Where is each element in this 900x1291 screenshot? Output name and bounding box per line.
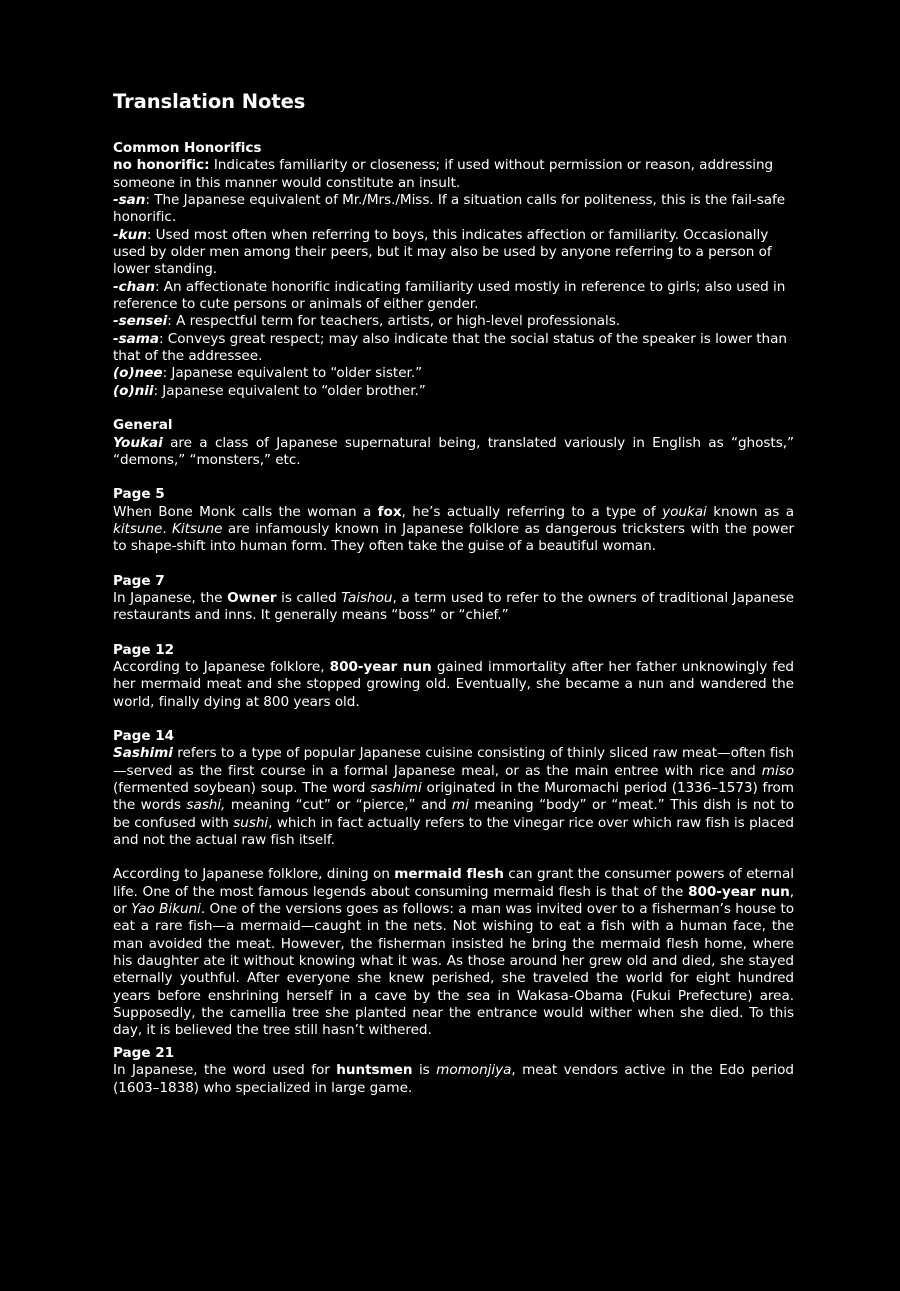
section-page-7 <box>113 573 794 625</box>
text: . <box>162 520 173 537</box>
term: youkai <box>662 503 707 520</box>
text: is <box>412 1062 437 1079</box>
honorific-term: (o)nee <box>113 365 163 382</box>
term: momonjiya <box>436 1062 512 1079</box>
term: Kitsune <box>172 520 223 537</box>
text: is called <box>276 589 342 606</box>
term: Owner <box>227 589 277 606</box>
term: Yao Bikuni <box>131 901 201 918</box>
text: When Bone Monk calls the woman a <box>113 503 378 520</box>
section-heading: Page 14 <box>113 727 175 744</box>
text: , he’s actually referring to a type of <box>401 503 663 520</box>
honorific-definition: : The Japanese equivalent of Mr./Mrs./Miss. If a situation calls for politeness, this is the fail-safe honorific. <box>113 192 786 226</box>
text: refers to a type of popular Japanese cuisine consisting of thinly sliced raw meat—often fish—served as the first course in a formal Japanese meal, or as the main entree with rice and <box>113 745 794 779</box>
honorific-entry <box>113 313 794 330</box>
text: . One of the versions goes as follows: a man was invited over to a fisherman’s house to eat a rare fish—a mermaid—caught in the nets. Not wishing to eat a fish with a human face, the man avoided the meat. However, the fisherman insisted he bring the mermaid flesh home, where his daughter ate it without knowing what it was. As those around her grew old and died, she stayed eternally youthful. After everyone she knew perished, she traveled the world for eight hundred years before enshrining herself in a cave by the sea in Wakasa-Obama (Fukui Prefecture) area. Supposedly, the camellia tree she planted near the entrance would wither when she died. To this day, it is believed the tree still hasn’t withered. <box>113 901 794 1039</box>
section-heading: Common Honorifics <box>113 140 262 156</box>
text: , or <box>113 883 794 918</box>
honorific-term: -chan <box>113 278 155 295</box>
honorific-entry <box>113 365 794 382</box>
text: According to Japanese folklore, <box>113 658 330 675</box>
section-heading: General <box>113 417 173 434</box>
text: , which in fact actually refers to the vinegar rice over which raw fish is placed and not the actual raw fish itself. <box>113 814 795 849</box>
text: According to Japanese folklore, dining on <box>113 866 395 883</box>
text: , a term used to refer to the owners of traditional Japanese restaurants and inns. It generally means “boss” or “chief.” <box>113 589 794 624</box>
honorific-term: -sama <box>113 330 159 347</box>
honorific-definition: : An affectionate honorific indicating familiarity used mostly in reference to girls; also used in reference to cute persons or animals of either gender. <box>113 278 786 313</box>
honorific-entry <box>113 227 794 279</box>
text: gained immortality after her father unknowingly fed her mermaid meat and she stopped growing old. Eventually, she became a nun and wandered the world, finally dying at 800 years old. <box>113 658 795 710</box>
page-title: Translation Notes <box>113 90 306 113</box>
honorific-definition: : A respectful term for teachers, artists, or high-level professionals. <box>167 313 621 330</box>
term: mi <box>451 797 469 814</box>
section-heading: Page 7 <box>113 572 165 589</box>
term: Sashimi <box>113 745 173 762</box>
text: meaning “cut” or “pierce,” and <box>225 797 452 814</box>
paragraph <box>113 1062 794 1097</box>
honorific-term: -san <box>113 192 146 209</box>
spacer <box>113 556 794 573</box>
text: can grant the consumer powers of eternal life. One of the most famous legends about consuming mermaid flesh is that of the <box>113 866 794 900</box>
term: kitsune <box>113 520 163 537</box>
paragraph <box>113 866 794 1039</box>
spacer <box>113 400 794 417</box>
term: sashi, <box>186 797 226 814</box>
spacer <box>113 849 794 866</box>
honorific-definition: : Japanese equivalent to “older brother.” <box>153 382 426 399</box>
term: sushi <box>233 814 269 831</box>
text: meaning “body” or “meat.” This dish is not to be confused with <box>113 797 795 831</box>
spacer <box>113 711 794 728</box>
paragraph <box>113 659 794 711</box>
notes-content <box>113 90 794 1097</box>
honorific-definition: : Japanese equivalent to “older sister.” <box>162 365 423 382</box>
text: In Japanese, the word used for <box>113 1062 337 1079</box>
section-heading: Page 5 <box>113 486 165 503</box>
spacer <box>113 625 794 642</box>
honorific-definition: : Used most often when referring to boys, this indicates affection or familiarity. Occasionally used by older men among their peers, but it may also be used by anyone referring to a person of lower standing. <box>113 226 772 278</box>
term: 800-year nun <box>329 658 432 675</box>
text: In Japanese, the <box>113 589 228 606</box>
paragraph <box>113 435 794 470</box>
honorific-term: (o)nii <box>113 382 154 399</box>
text: are a class of Japanese supernatural being, translated variously in English as “ghosts,” “demons,” “monsters,” etc. <box>113 434 794 468</box>
term: mermaid flesh <box>394 866 504 883</box>
section-page-5 <box>113 486 794 555</box>
term: 800-year nun <box>688 883 790 900</box>
honorific-definition: Indicates familiarity or closeness; if used without permission or reason, addressing someone in this manner would constitute an insult. <box>113 157 774 191</box>
text: are infamously known in Japanese folklore as dangerous tricksters with the power to shape-shift into human form. They often take the guise of a beautiful woman. <box>113 520 795 555</box>
text: originated in the Muromachi period (1336–1573) from the words <box>113 780 794 814</box>
paragraph <box>113 504 794 556</box>
term: Taishou <box>341 589 393 606</box>
section-page-14 <box>113 728 794 1040</box>
honorific-term: -sensei <box>113 313 168 330</box>
section-honorifics <box>113 140 794 400</box>
honorific-entry <box>113 157 794 192</box>
section-general <box>113 417 794 469</box>
honorific-entry <box>113 279 794 314</box>
section-page-21 <box>113 1045 794 1097</box>
honorific-entry <box>113 331 794 366</box>
term: huntsmen <box>336 1062 413 1079</box>
section-heading: Page 12 <box>113 641 175 658</box>
honorific-entry <box>113 192 794 227</box>
section-page-12 <box>113 642 794 711</box>
term: sashimi <box>370 780 422 796</box>
paragraph <box>113 745 794 849</box>
honorific-term: -kun <box>113 226 147 243</box>
term: Youkai <box>113 434 163 451</box>
term: miso <box>761 762 794 779</box>
section-heading: Page 21 <box>113 1044 175 1061</box>
honorific-definition: : Conveys great respect; may also indicate that the social status of the speaker is lower than that of the addressee. <box>113 330 787 365</box>
text: , meat vendors active in the Edo period (1603–1838) who specialized in large game. <box>113 1062 794 1096</box>
spacer <box>113 469 794 486</box>
paragraph <box>113 590 794 625</box>
text: (fermented soybean) soup. The word <box>113 780 371 796</box>
text: known as a <box>706 503 794 520</box>
honorific-entry <box>113 383 794 400</box>
honorific-term: no honorific: <box>113 157 210 174</box>
term: fox <box>377 503 402 520</box>
